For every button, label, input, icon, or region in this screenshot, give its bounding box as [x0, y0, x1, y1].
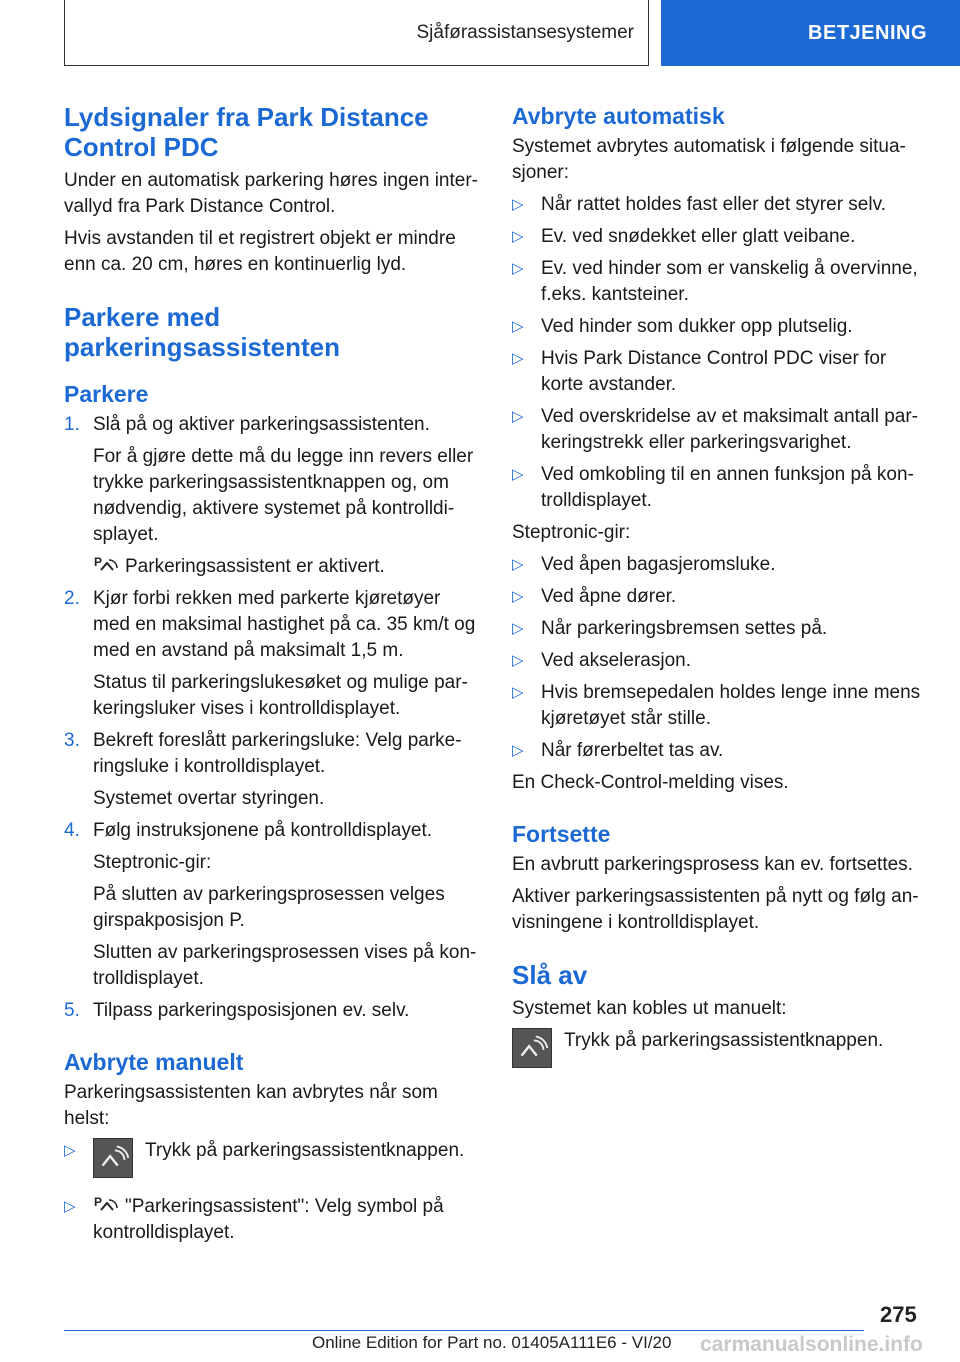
paragraph: Aktiver parkeringsassistenten på nytt og følg an-visningene i kontrolldisplayet.	[512, 886, 919, 933]
triangle-right-icon: ▷	[512, 350, 524, 367]
watermark: carmanualsonline.info	[700, 1333, 923, 1356]
triangle-right-icon: ▷	[512, 260, 524, 277]
list-item: ▷ Når rattet holdes fast eller det styrer selv.	[512, 192, 932, 218]
list-item: ▷ Hvis bremsepedalen holdes lenge inne mens kjøretøyet står stille.	[512, 682, 921, 729]
triangle-right-icon: ▷	[512, 196, 524, 213]
list-item: ▷ Hvis Park Distance Control PDC viser for korte avstander.	[512, 348, 887, 395]
page-number: 275	[880, 1302, 917, 1327]
chapter-title: BETJENING	[808, 21, 927, 44]
heading-sla-av: Slå av	[512, 960, 588, 990]
list-item: ▷ Når førerbeltet tas av.	[512, 738, 932, 764]
park-assist-button-icon	[93, 1138, 133, 1178]
steps-list	[64, 412, 482, 1024]
list-item: ▷ Ved overskridelse av et maksimalt antall par-keringstrekk eller parkeringsvarighet.	[512, 406, 918, 453]
park-assist-icon	[93, 1194, 119, 1216]
paragraph: Steptronic-gir:	[512, 522, 631, 543]
section-title: Sjåførassistansesystemer	[416, 21, 634, 43]
list-item: 4. Følg instruksjonene på kontrolldisplayet. Steptronic-gir: På slutten av parkeringsprosessen velges girspakposisjon P. Slutten av parkeringsprosessen vises på kon-trolldisplayet.	[64, 820, 477, 989]
heading-avbryte-manuelt: Avbryte manuelt	[64, 1049, 244, 1075]
list-item: 1. Slå på og aktiver parkeringsassistenten. For å gjøre dette må du legge inn revers eller trykke parkeringsassistentknappen og, om nødvendig, aktivere systemet på kontrolldi-splayet. P Parkeringsassistent er aktivert.	[64, 414, 474, 577]
list-item: ▷ Trykk på parkeringsassistentknappen.	[64, 1138, 482, 1178]
list-item: 3. Bekreft foreslått parkeringsluke: Velg parke-ringsluke i kontrolldisplayet. Systemet overtar styringen.	[64, 730, 462, 809]
triangle-right-icon: ▷	[512, 620, 524, 637]
list-item: ▷ Når parkeringsbremsen settes på.	[512, 616, 932, 642]
paragraph: En avbrutt parkeringsprosess kan ev. fortsettes.	[512, 854, 913, 875]
svg-text:P: P	[94, 1195, 103, 1209]
paragraph: En Check-Control-melding vises.	[512, 772, 789, 793]
manual-list	[64, 1138, 482, 1246]
paragraph: Systemet kan kobles ut manuelt:	[512, 998, 787, 1019]
list-item: ▷ Ved akselerasjon.	[512, 648, 932, 674]
auto-list	[512, 192, 932, 514]
park-assist-icon	[93, 554, 119, 576]
list-item: ▷ Ved åpne dører.	[512, 584, 932, 610]
list-item: 5. Tilpass parkeringsposisjonen ev. selv.	[64, 1000, 410, 1021]
triangle-right-icon: ▷	[64, 1142, 76, 1159]
list-item: ▷ Ev. ved snødekket eller glatt veibane.	[512, 224, 932, 250]
steptronic-list	[512, 552, 932, 764]
chapter-tab	[661, 0, 960, 66]
heading-parkere-med: Parkere med parkeringsassistenten	[64, 302, 341, 362]
edition-text: Online Edition for Part no. 01405A111E6 - VI/20	[312, 1333, 672, 1352]
list-item: ▷ P "Parkeringsassistent": Velg symbol på kontrolldisplayet.	[64, 1195, 444, 1243]
triangle-right-icon: ▷	[512, 318, 524, 335]
paragraph: Under en automatisk parkering høres ingen inter-vallyd fra Park Distance Control.	[64, 170, 478, 217]
button-instruction: Trykk på parkeringsassistentknappen.	[512, 1028, 932, 1068]
paragraph: Systemet avbrytes automatisk i følgende situa-sjoner:	[512, 136, 906, 183]
triangle-right-icon: ▷	[512, 652, 524, 669]
heading-avbryte-automatisk: Avbryte automatisk	[512, 103, 725, 129]
list-item: ▷ Ved hinder som dukker opp plutselig.	[512, 314, 932, 340]
list-item: ▷ Ev. ved hinder som er vanskelig å overvinne, f.eks. kantsteiner.	[512, 258, 918, 305]
footer-divider	[64, 1330, 864, 1331]
svg-text:P: P	[94, 555, 103, 569]
park-assist-button-icon	[512, 1028, 552, 1068]
paragraph: Hvis avstanden til et registrert objekt er mindre enn ca. 20 cm, høres en kontinuerlig lyd.	[64, 228, 456, 275]
triangle-right-icon: ▷	[512, 466, 524, 483]
triangle-right-icon: ▷	[512, 588, 524, 605]
triangle-right-icon: ▷	[64, 1198, 76, 1215]
list-item: ▷ Ved omkobling til en annen funksjon på kon-trolldisplayet.	[512, 464, 914, 511]
paragraph: Parkeringsassistenten kan avbrytes når som helst:	[64, 1082, 438, 1129]
right-column	[512, 102, 932, 1068]
triangle-right-icon: ▷	[512, 742, 524, 759]
list-item: 2. Kjør forbi rekken med parkerte kjøretøyer med en maksimal hastighet på ca. 35 km/t og med en avstand på maksimalt 1,5 m. Status til parkeringslukesøket og mulige par-keringsluker vises i kontrolldisplayet.	[64, 588, 476, 719]
section-header	[64, 0, 649, 66]
heading-fortsette: Fortsette	[512, 821, 611, 847]
triangle-right-icon: ▷	[512, 408, 524, 425]
triangle-right-icon: ▷	[512, 228, 524, 245]
list-item: ▷ Ved åpen bagasjeromsluke.	[512, 552, 932, 578]
heading-lydsignaler: Lydsignaler fra Park Distance Control PDC	[64, 102, 429, 162]
left-column	[64, 102, 482, 1252]
heading-parkere: Parkere	[64, 381, 149, 407]
triangle-right-icon: ▷	[512, 556, 524, 573]
triangle-right-icon: ▷	[512, 684, 524, 701]
